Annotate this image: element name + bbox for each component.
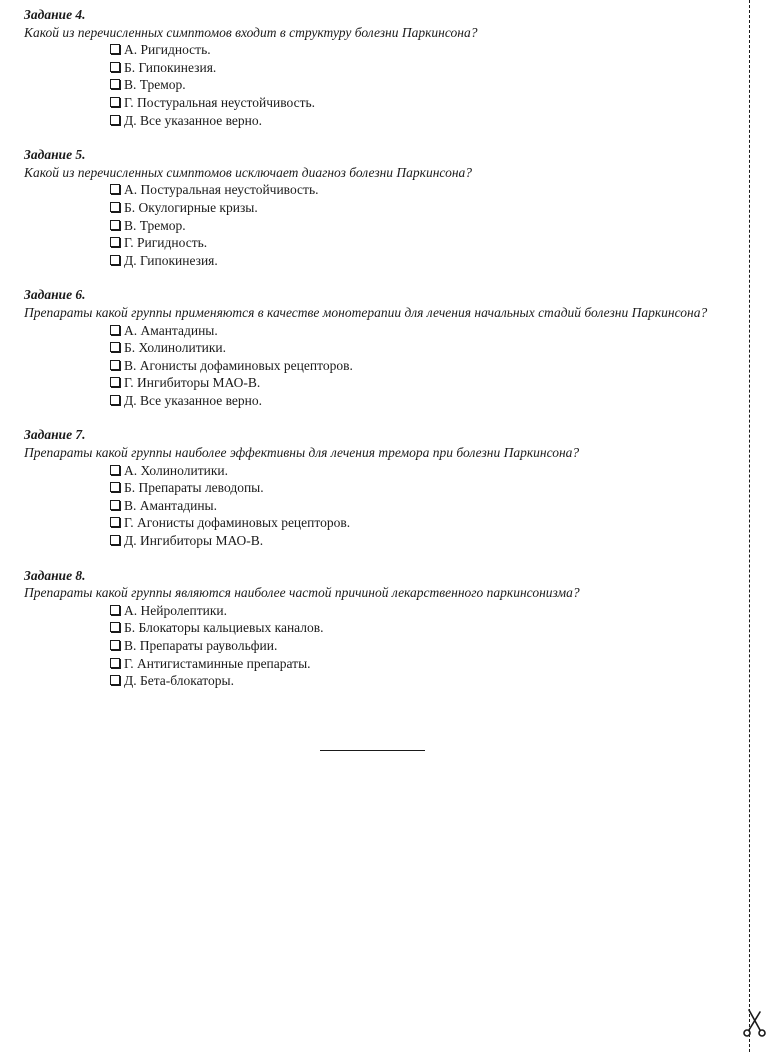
checkbox-icon[interactable] (110, 62, 120, 72)
task-list (24, 6, 742, 707)
answer-option[interactable] (110, 497, 742, 515)
answer-option[interactable] (110, 479, 742, 497)
answer-option-label: А. Холинолитики. (124, 462, 228, 478)
answer-options (110, 322, 742, 410)
task-title: Задание 5. (24, 147, 86, 163)
answer-option[interactable] (110, 322, 742, 340)
answer-option-label: В. Тремор. (124, 217, 186, 233)
answer-option-label: Б. Гипокинезия. (124, 59, 217, 75)
checkbox-icon[interactable] (110, 342, 120, 352)
answer-options (110, 462, 742, 550)
checkbox-icon[interactable] (110, 675, 120, 685)
answer-option[interactable] (110, 76, 742, 94)
answer-option-label: Д. Все указанное верно. (124, 112, 263, 128)
task-title: Задание 7. (24, 427, 86, 443)
task-question: Препараты какой группы применяются в качестве монотерапии для лечения начальных стадий болезни Паркинсона? (24, 304, 708, 320)
answer-option[interactable] (110, 199, 742, 217)
answer-option-label: Б. Холинолитики. (124, 340, 226, 356)
task-question: Препараты какой группы являются наиболее частой причиной лекарственного паркинсонизма? (24, 585, 580, 601)
answer-option-label: А. Нейролептики. (124, 602, 228, 618)
checkbox-icon[interactable] (110, 395, 120, 405)
task-7 (24, 426, 742, 549)
answer-option-label: В. Тремор. (124, 77, 186, 93)
answer-option-label: Д. Все указанное верно. (124, 392, 263, 408)
answer-option[interactable] (110, 462, 742, 480)
answer-option-label: Д. Бета-блокаторы. (124, 673, 234, 689)
answer-option[interactable] (110, 602, 742, 620)
answer-option[interactable] (110, 94, 742, 112)
task-4 (24, 6, 742, 129)
answer-option[interactable] (110, 637, 742, 655)
task-question: Препараты какой группы наиболее эффективны для лечения тремора при болезни Паркинсона? (24, 445, 580, 461)
footnote-rule (320, 750, 425, 751)
checkbox-icon[interactable] (110, 535, 120, 545)
answer-options (110, 602, 742, 690)
answer-option-label: А. Постуральная неустойчивость. (124, 182, 319, 198)
task-5 (24, 146, 742, 269)
answer-option-label: В. Агонисты дофаминовых рецепторов. (124, 357, 353, 373)
checkbox-icon[interactable] (110, 622, 120, 632)
checkbox-icon[interactable] (110, 500, 120, 510)
checkbox-icon[interactable] (110, 640, 120, 650)
answer-option-label: В. Амантадины. (124, 497, 217, 513)
task-question: Какой из перечисленных симптомов входит в структуру болезни Паркинсона? (24, 24, 478, 40)
checkbox-icon[interactable] (110, 605, 120, 615)
answer-option-label: А. Амантадины. (124, 322, 218, 338)
answer-option-label: Б. Окулогирные кризы. (124, 199, 258, 215)
task-6 (24, 286, 742, 409)
checkbox-icon[interactable] (110, 184, 120, 194)
checkbox-icon[interactable] (110, 377, 120, 387)
checkbox-icon[interactable] (110, 97, 120, 107)
scissors-icon (740, 1008, 768, 1038)
checkbox-icon[interactable] (110, 482, 120, 492)
checkbox-icon[interactable] (110, 44, 120, 54)
checkbox-icon[interactable] (110, 202, 120, 212)
checkbox-icon[interactable] (110, 115, 120, 125)
answer-option-label: А. Ригидность. (124, 42, 211, 58)
task-title: Задание 6. (24, 287, 86, 303)
task-title: Задание 8. (24, 567, 86, 583)
answer-option[interactable] (110, 392, 742, 410)
answer-option-label: Г. Ингибиторы МАО-В. (124, 375, 261, 391)
answer-option-label: Г. Агонисты дофаминовых рецепторов. (124, 515, 351, 531)
answer-option-label: Г. Ригидность. (124, 235, 208, 251)
answer-option[interactable] (110, 41, 742, 59)
answer-option[interactable] (110, 339, 742, 357)
cut-line (749, 0, 750, 1052)
checkbox-icon[interactable] (110, 658, 120, 668)
answer-options (110, 41, 742, 129)
answer-option[interactable] (110, 181, 742, 199)
answer-option[interactable] (110, 234, 742, 252)
answer-option[interactable] (110, 357, 742, 375)
answer-option[interactable] (110, 672, 742, 690)
checkbox-icon[interactable] (110, 465, 120, 475)
answer-option[interactable] (110, 532, 742, 550)
task-question: Какой из перечисленных симптомов исключает диагноз болезни Паркинсона? (24, 164, 473, 180)
answer-option[interactable] (110, 655, 742, 673)
checkbox-icon[interactable] (110, 79, 120, 89)
answer-option[interactable] (110, 374, 742, 392)
answer-option[interactable] (110, 619, 742, 637)
answer-option-label: Г. Антигистаминные препараты. (124, 655, 311, 671)
task-title: Задание 4. (24, 7, 86, 22)
answer-option-label: Б. Блокаторы кальциевых каналов. (124, 620, 324, 636)
checkbox-icon[interactable] (110, 517, 120, 527)
answer-option[interactable] (110, 112, 742, 130)
checkbox-icon[interactable] (110, 325, 120, 335)
answer-option-label: Д. Гипокинезия. (124, 252, 218, 268)
answer-option-label: Г. Постуральная неустойчивость. (124, 94, 316, 110)
checkbox-icon[interactable] (110, 220, 120, 230)
answer-option-label: В. Препараты раувольфии. (124, 638, 278, 653)
checkbox-icon[interactable] (110, 237, 120, 247)
answer-option[interactable] (110, 514, 742, 532)
answer-options (110, 181, 742, 269)
answer-option[interactable] (110, 217, 742, 235)
task-8 (24, 567, 742, 690)
answer-option-label: Б. Препараты леводопы. (124, 480, 264, 496)
answer-option-label: Д. Ингибиторы МАО-В. (124, 533, 264, 549)
checkbox-icon[interactable] (110, 255, 120, 265)
answer-option[interactable] (110, 59, 742, 77)
checkbox-icon[interactable] (110, 360, 120, 370)
answer-option[interactable] (110, 252, 742, 270)
